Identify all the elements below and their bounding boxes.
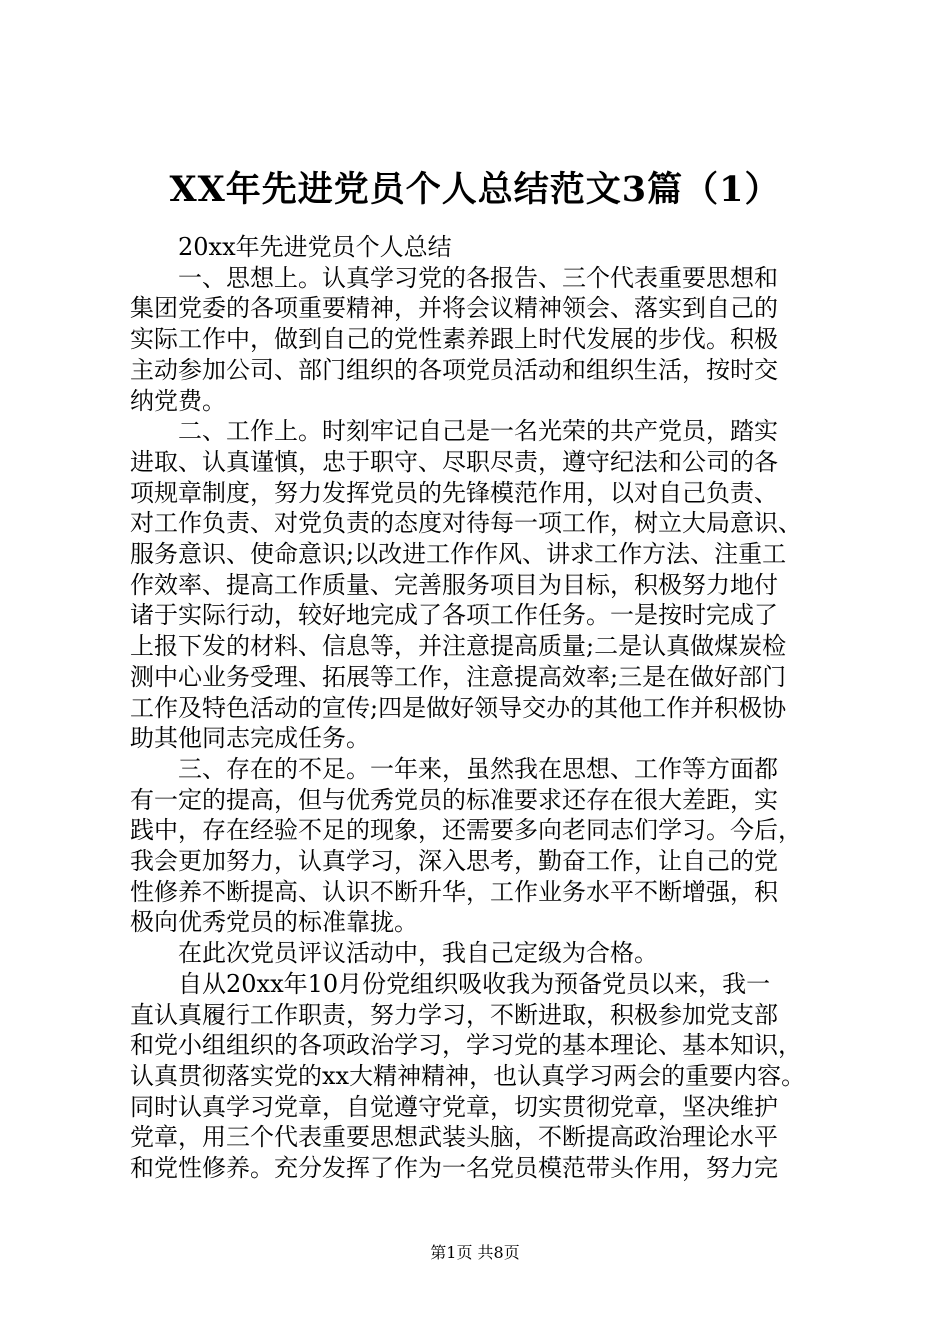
paragraph-line: 诸于实际行动，较好地完成了各项工作任务。一是按时完成了: [130, 601, 778, 630]
paragraph-line: 项规章制度，努力发挥党员的先锋模范作用，以对自己负责、: [130, 478, 778, 507]
paragraph-line: 对工作负责、对党负责的态度对待每一项工作，树立大局意识、: [130, 509, 802, 538]
paragraph-line: 三、存在的不足。一年来，虽然我在思想、工作等方面都: [178, 754, 778, 783]
subtitle-line: 20xx年先进党员个人总结: [178, 233, 452, 261]
paragraph-line: 助其他同志完成任务。: [130, 724, 370, 753]
paragraph-line: 工作及特色活动的宣传;四是做好领导交办的其他工作并积极协: [130, 693, 787, 722]
paragraph-line: 纳党费。: [130, 386, 226, 415]
page-footer: 第1页 共8页: [430, 1243, 520, 1262]
document-title: XX年先进党员个人总结范文3篇（1）: [169, 169, 781, 210]
paragraph-line: 有一定的提高，但与优秀党员的标准要求还存在很大差距，实: [130, 785, 778, 814]
paragraph-line: 自从20xx年10月份党组织吸收我为预备党员以来，我一: [178, 969, 771, 998]
paragraph-line: 进取、认真谨慎，忠于职守、尽职尽责，遵守纪法和公司的各: [130, 447, 778, 476]
paragraph-line: 极向优秀党员的标准靠拢。: [130, 908, 418, 937]
paragraph-line: 性修养不断提高、认识不断升华，工作业务水平不断增强，积: [130, 877, 778, 906]
paragraph-line: 在此次党员评议活动中，我自己定级为合格。: [178, 939, 658, 968]
paragraph-line: 服务意识、使命意识;以改进工作作风、讲求工作方法、注重工: [130, 540, 787, 569]
paragraph-line: 实际工作中，做到自己的党性素养跟上时代发展的步伐。积极: [130, 325, 778, 354]
paragraph-line: 我会更加努力，认真学习，深入思考，勤奋工作，让自己的党: [130, 847, 778, 876]
paragraph-line: 主动参加公司、部门组织的各项党员活动和组织生活，按时交: [130, 355, 778, 384]
paragraph-line: 直认真履行工作职责，努力学习，不断进取，积极参加党支部: [130, 1000, 778, 1029]
document-body: [130, 232, 840, 1184]
paragraph-line: 一、思想上。认真学习党的各报告、三个代表重要思想和: [178, 263, 778, 292]
paragraph-line: 践中，存在经验不足的现象，还需要多向老同志们学习。今后，: [130, 816, 802, 845]
paragraph-line: 认真贯彻落实党的xx大精神精神，也认真学习两会的重要内容。: [130, 1061, 806, 1090]
paragraph-line: 党章，用三个代表重要思想武装头脑，不断提高政治理论水平: [130, 1123, 778, 1152]
paragraph-line: 二、工作上。时刻牢记自己是一名光荣的共产党员，踏实: [178, 417, 778, 446]
paragraph-line: 上报下发的材料、信息等，并注意提高质量;二是认真做煤炭检: [130, 632, 787, 661]
paragraph-line: 集团党委的各项重要精神，并将会议精神领会、落实到自己的: [130, 294, 778, 323]
paragraph-line: 和党性修养。充分发挥了作为一名党员模范带头作用，努力完: [130, 1154, 778, 1183]
paragraph-line: 作效率、提高工作质量、完善服务项目为目标，积极努力地付: [130, 570, 778, 599]
paragraph-line: 测中心业务受理、拓展等工作，注意提高效率;三是在做好部门: [130, 662, 787, 691]
paragraph-line: 和党小组组织的各项政治学习，学习党的基本理论、基本知识，: [130, 1031, 802, 1060]
paragraph-line: 同时认真学习党章，自觉遵守党章，切实贯彻党章，坚决维护: [130, 1092, 778, 1121]
